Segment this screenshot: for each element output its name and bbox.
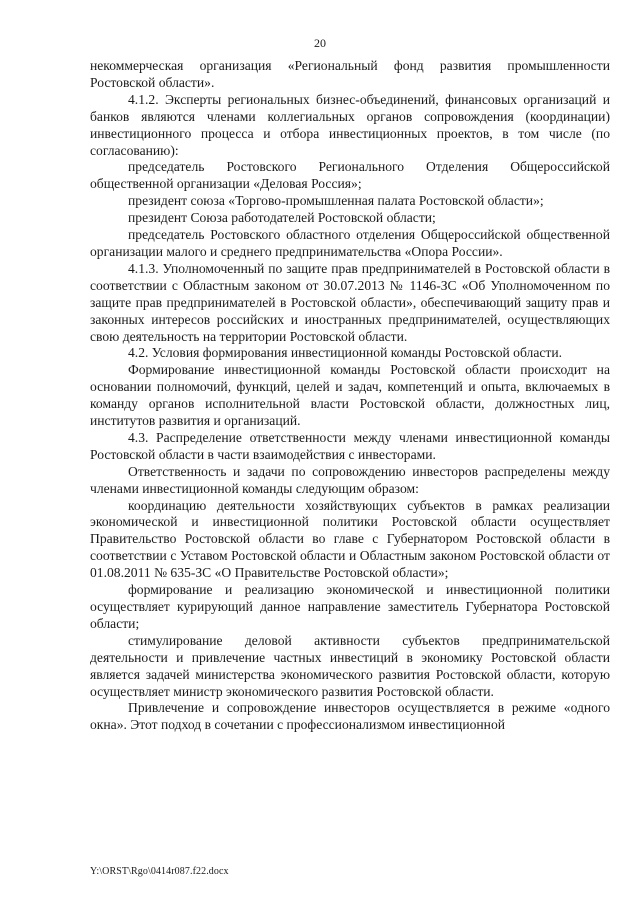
paragraph: президент Союза работодателей Ростовской области; [128, 210, 436, 226]
paragraph: 4.2. Условия формирования инвестиционной команды Ростовской области. [128, 345, 563, 361]
paragraph: председатель Ростовского Регионального Отделения Общероссийской общественной организации «Деловая Россия»; [90, 159, 610, 192]
paragraph: председатель Ростовского областного отделения Общероссийской общественной организации малого и среднего предпринимательства «Опора России». [90, 227, 610, 259]
page-number: 20 [314, 36, 326, 50]
paragraph: 4.1.3. Уполномоченный по защите прав предпринимателей в Ростовской области в соответствии с Областным законом от 30.07.2013 № 1146-ЗС «Об Уполномоченном по защите прав предпринимателей в Ростовской области», обеспечивающий защиту прав и законных интересов российских и иностранных предпринимателей, осуществляющих свою деятельность на территории Ростовской области. [90, 260, 610, 344]
paragraph: координацию деятельности хозяйствующих субъектов в рамках реализации экономической и инвестиционной политики Ростовской области осуществляет Правительство Ростовской области во главе с Губернатором Ростовской области в соответствии с Уставом Ростовской области и Областным законом Ростовской области от 01.08.2011 № 635-ЗС «О Правительстве Ростовской области»; [90, 497, 610, 581]
paragraph: Привлечение и сопровождение инвесторов осуществляется в режиме «одного окна». Этот подход в сочетании с профессионализмом инвестиционной [90, 700, 610, 733]
paragraph: 4.1.2. Эксперты региональных бизнес-объединений, финансовых организаций и банков являются членами коллегиальных органов сопровождения (координации) инвестиционного процесса и отбора инвестиционных проектов, в том числе (по согласованию): [90, 91, 610, 158]
paragraph: президент союза «Торгово-промышленная палата Ростовской области»; [128, 193, 544, 209]
paragraph: 4.3. Распределение ответственности между членами инвестиционной команды Ростовской области в части взаимодействия с инвесторами. [90, 429, 610, 462]
paragraph: Формирование инвестиционной команды Ростовской области происходит на основании полномочий, функций, целей и задач, компетенций и опыта, включаемых в команду органов исполнительной власти Ростовской области, должностных лиц, институтов развития и организаций. [90, 362, 610, 429]
paragraph: некоммерческая организация «Региональный фонд развития промышленности Ростовской области». [90, 58, 610, 90]
paragraph: формирование и реализацию экономической и инвестиционной политики осуществляет курирующий данное направление заместитель Губернатора Ростовской области; [90, 582, 610, 631]
document-body [90, 58, 610, 734]
paragraph: стимулирование деловой активности субъектов предпринимательской деятельности и привлечение частных инвестиций в экономику Ростовской области является задачей министерства экономического развития Ростовской области, которую осуществляет министр экономического развития Ростовской области. [90, 632, 610, 699]
footer-file-path: Y:\ORST\Rgo\0414r087.f22.docx [90, 866, 229, 877]
paragraph: Ответственность и задачи по сопровождению инвесторов распределены между членами инвестиционной команды следующим образом: [90, 463, 610, 496]
